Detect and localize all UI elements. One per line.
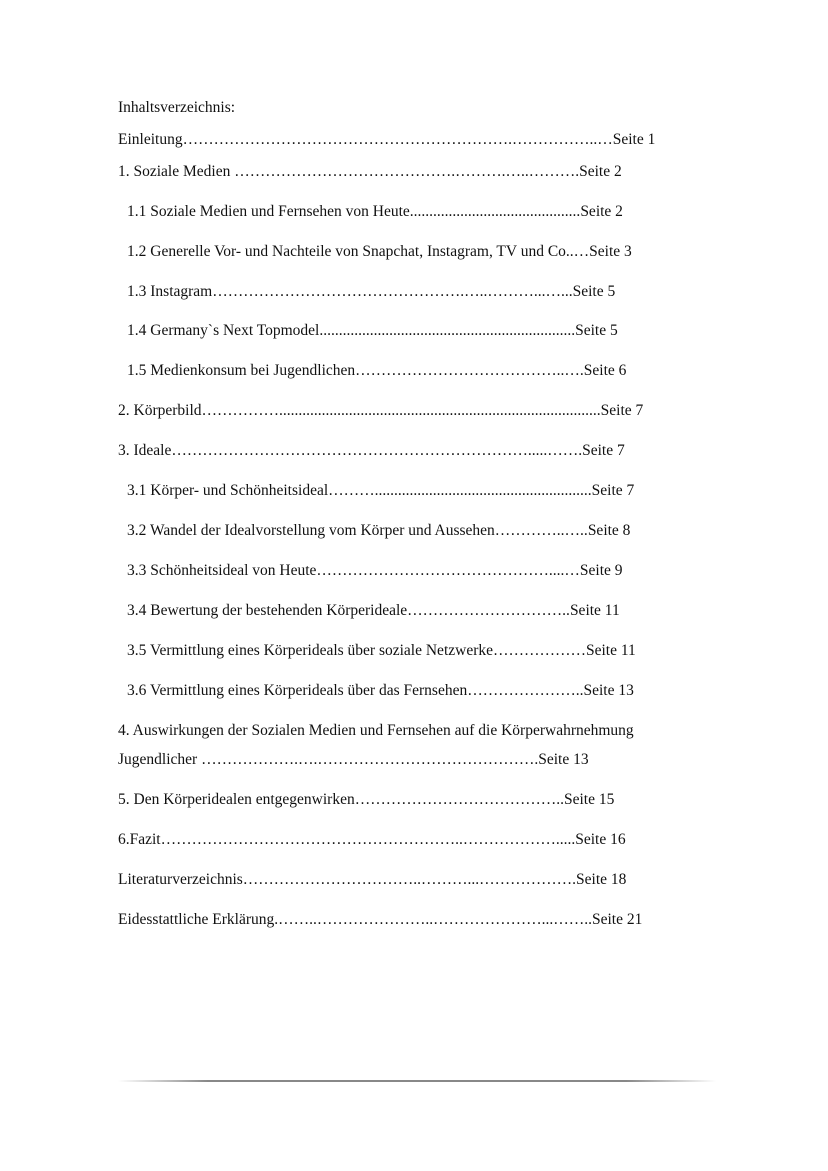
- toc-entry-3-6[interactable]: [127, 681, 634, 701]
- toc-entry-page: Seite 21: [592, 911, 643, 928]
- toc-entry-text: 1. Soziale Medien …………………………………….……….…..……….: [118, 163, 580, 180]
- toc-entry-ideale[interactable]: [118, 441, 625, 461]
- toc-entry-auswirkungen-cont[interactable]: [118, 750, 589, 770]
- toc-entry-3-1[interactable]: [127, 481, 634, 501]
- toc-entry-1-2[interactable]: [127, 242, 632, 262]
- toc-entry-text: 1.2 Generelle Vor- und Nachteile von Snapchat, Instagram, TV und Co..…: [127, 243, 590, 260]
- toc-entry-text: 3.5 Vermittlung eines Körperideals über soziale Netzwerke………………: [127, 642, 586, 659]
- toc-entry-page: Seite 6: [583, 362, 627, 379]
- toc-entry-page: Seite 2: [580, 203, 623, 220]
- toc-entry-page: Seite 5: [572, 283, 616, 300]
- toc-entry-text: 3. Ideale…………………………………………………………….....…….: [118, 442, 583, 459]
- toc-entry-text: Jugendlicher ……………….….…………………………………….: [118, 751, 539, 768]
- toc-entry-text: 6.Fazit…………………………………………………..……………….....: [118, 831, 576, 848]
- toc-entry-fazit[interactable]: [118, 830, 626, 850]
- toc-entry-page: Seite 5: [575, 322, 618, 339]
- toc-entry-1-1[interactable]: [127, 202, 623, 222]
- toc-entry-page: Seite 11: [586, 642, 636, 659]
- toc-entry-text: 3.6 Vermittlung eines Körperideals über das Fernsehen…………………..: [127, 682, 584, 699]
- toc-entry-text: 3.1 Körper- und Schönheitsideal………........................................................: [127, 482, 592, 499]
- toc-entry-page: Seite 13: [583, 682, 634, 699]
- toc-entry-einleitung[interactable]: [118, 130, 655, 150]
- toc-entry-text: 3.3 Schönheitsideal von Heute………………………………………....…: [127, 562, 580, 579]
- toc-entry-text: Literaturverzeichnis……………………………..………...……………….: [118, 871, 577, 888]
- toc-entry-3-3[interactable]: [127, 561, 623, 581]
- toc-entry-page: Seite 2: [579, 163, 622, 180]
- toc-entry-text: 5. Den Körperidealen entgegenwirken…………………………………..: [118, 791, 564, 808]
- toc-entry-text: 1.3 Instagram………………………………………….…..………...…...: [127, 283, 573, 300]
- toc-entry-page: Seite 7: [591, 482, 635, 499]
- toc-entry-page: Seite 11: [569, 602, 620, 619]
- toc-entry-soziale-medien[interactable]: [118, 162, 622, 182]
- toc-entry-page: Seite 9: [579, 562, 623, 579]
- toc-entry-eidesstattliche-erklaerung[interactable]: [118, 910, 642, 930]
- toc-entry-text: 1.5 Medienkonsum bei Jugendlichen…………………………………..….: [127, 362, 584, 379]
- toc-entry-text: Einleitung……………………………………………………….……………..…: [118, 131, 613, 148]
- toc-entry-1-4[interactable]: [127, 321, 618, 341]
- toc-entry-3-5[interactable]: [127, 641, 636, 661]
- toc-entry-text: 3.2 Wandel der Idealvorstellung vom Körper und Aussehen…………..…..: [127, 522, 588, 539]
- toc-entry-page: Seite 16: [575, 831, 626, 848]
- toc-entry-literaturverzeichnis[interactable]: [118, 870, 626, 890]
- toc-entry-koerperbild[interactable]: [118, 401, 643, 421]
- toc-entry-page: Seite 18: [576, 871, 627, 888]
- toc-entry-page: Seite 8: [587, 522, 631, 539]
- toc-entry-text: 2. Körperbild……………...................................................................................: [118, 402, 601, 419]
- toc-entry-page: Seite 1: [612, 131, 656, 148]
- toc-entry-page: Seite 7: [582, 442, 625, 459]
- page-footer-divider: [118, 1080, 716, 1082]
- toc-entry-entgegenwirken[interactable]: [118, 790, 614, 810]
- toc-heading: Inhaltsverzeichnis:: [118, 99, 236, 116]
- toc-entry-page: Seite 3: [589, 243, 632, 260]
- toc-entry-1-3[interactable]: [127, 282, 615, 302]
- toc-entry-text: 4. Auswirkungen der Sozialen Medien und Fernsehen auf die Körperwahrnehmung: [118, 722, 634, 739]
- toc-entry-3-2[interactable]: [127, 521, 630, 541]
- toc-entry-text: 1.1 Soziale Medien und Fernsehen von Heute............................................: [127, 203, 581, 220]
- toc-entry-page: Seite 7: [600, 402, 644, 419]
- toc-entry-3-4[interactable]: [127, 601, 620, 621]
- toc-entry-page: Seite 13: [538, 751, 589, 768]
- toc-entry-text: 3.4 Bewertung der bestehenden Körperideale…………………………..: [127, 602, 570, 619]
- toc-entry-text: Eidesstattliche Erklärung.……..…………………..…………………...……..: [118, 911, 592, 928]
- toc-entry-page: Seite 15: [563, 791, 615, 808]
- toc-entry-1-5[interactable]: [127, 361, 626, 381]
- toc-entry-text: 1.4 Germany`s Next Topmodel..................................................................: [127, 322, 576, 339]
- toc-entry-auswirkungen[interactable]: [118, 721, 634, 741]
